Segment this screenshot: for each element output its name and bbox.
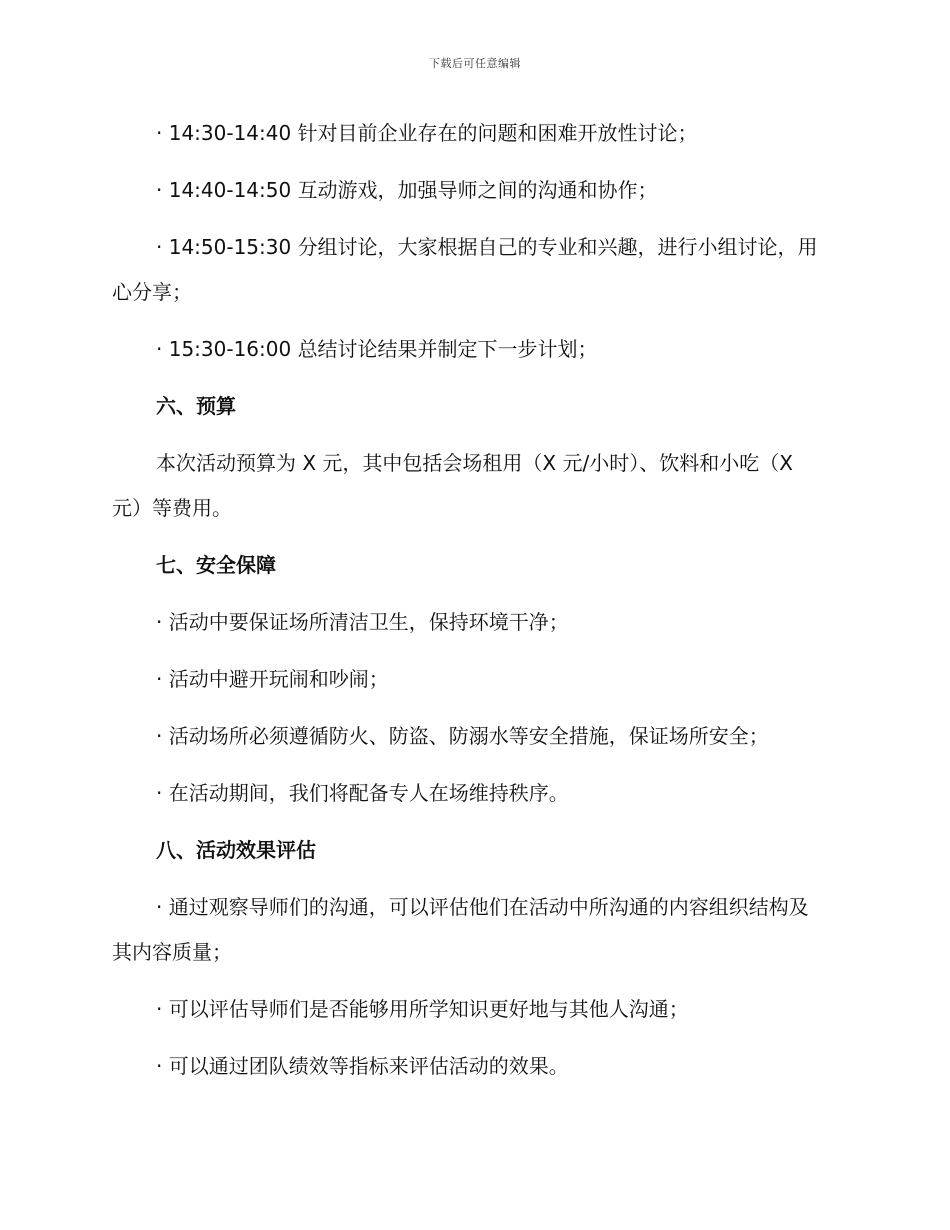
section-heading-evaluation: 八、活动效果评估 <box>156 838 316 862</box>
evaluation-item: · 可以通过团队绩效等指标来评估活动的效果。 <box>156 1054 569 1078</box>
safety-item: · 在活动期间，我们将配备专人在场维持秩序。 <box>156 781 569 805</box>
safety-item: · 活动中避开玩闹和吵闹； <box>156 667 389 691</box>
schedule-item: · 14:40-14:50 互动游戏，加强导师之间的沟通和协作； <box>156 178 658 202</box>
schedule-item: · 15:30-16:00 总结讨论结果并制定下一步计划； <box>156 337 598 361</box>
section-heading-safety: 七、安全保障 <box>156 553 276 577</box>
document-body <box>112 111 828 1089</box>
schedule-item: · 14:30-14:40 针对目前企业存在的问题和困难开放性讨论； <box>156 121 698 145</box>
page-header: 下载后可任意编辑 <box>429 57 521 70</box>
budget-paragraph: 本次活动预算为 X 元，其中包括会场租用（X 元/小时）、饮料和小吃（X 元）等费用。 <box>112 451 793 520</box>
safety-item: · 活动场所必须遵循防火、防盗、防溺水等安全措施，保证场所安全； <box>156 724 769 748</box>
evaluation-item: · 通过观察导师们的沟通，可以评估他们在活动中所沟通的内容组织结构及其内容质量； <box>112 895 809 964</box>
evaluation-item: · 可以评估导师们是否能够用所学知识更好地与其他人沟通； <box>156 997 689 1021</box>
safety-item: · 活动中要保证场所清洁卫生，保持环境干净； <box>156 610 569 634</box>
section-heading-budget: 六、预算 <box>156 394 236 418</box>
schedule-item: · 14:50-15:30 分组讨论，大家根据自己的专业和兴趣，进行小组讨论，用心分享； <box>112 235 818 304</box>
